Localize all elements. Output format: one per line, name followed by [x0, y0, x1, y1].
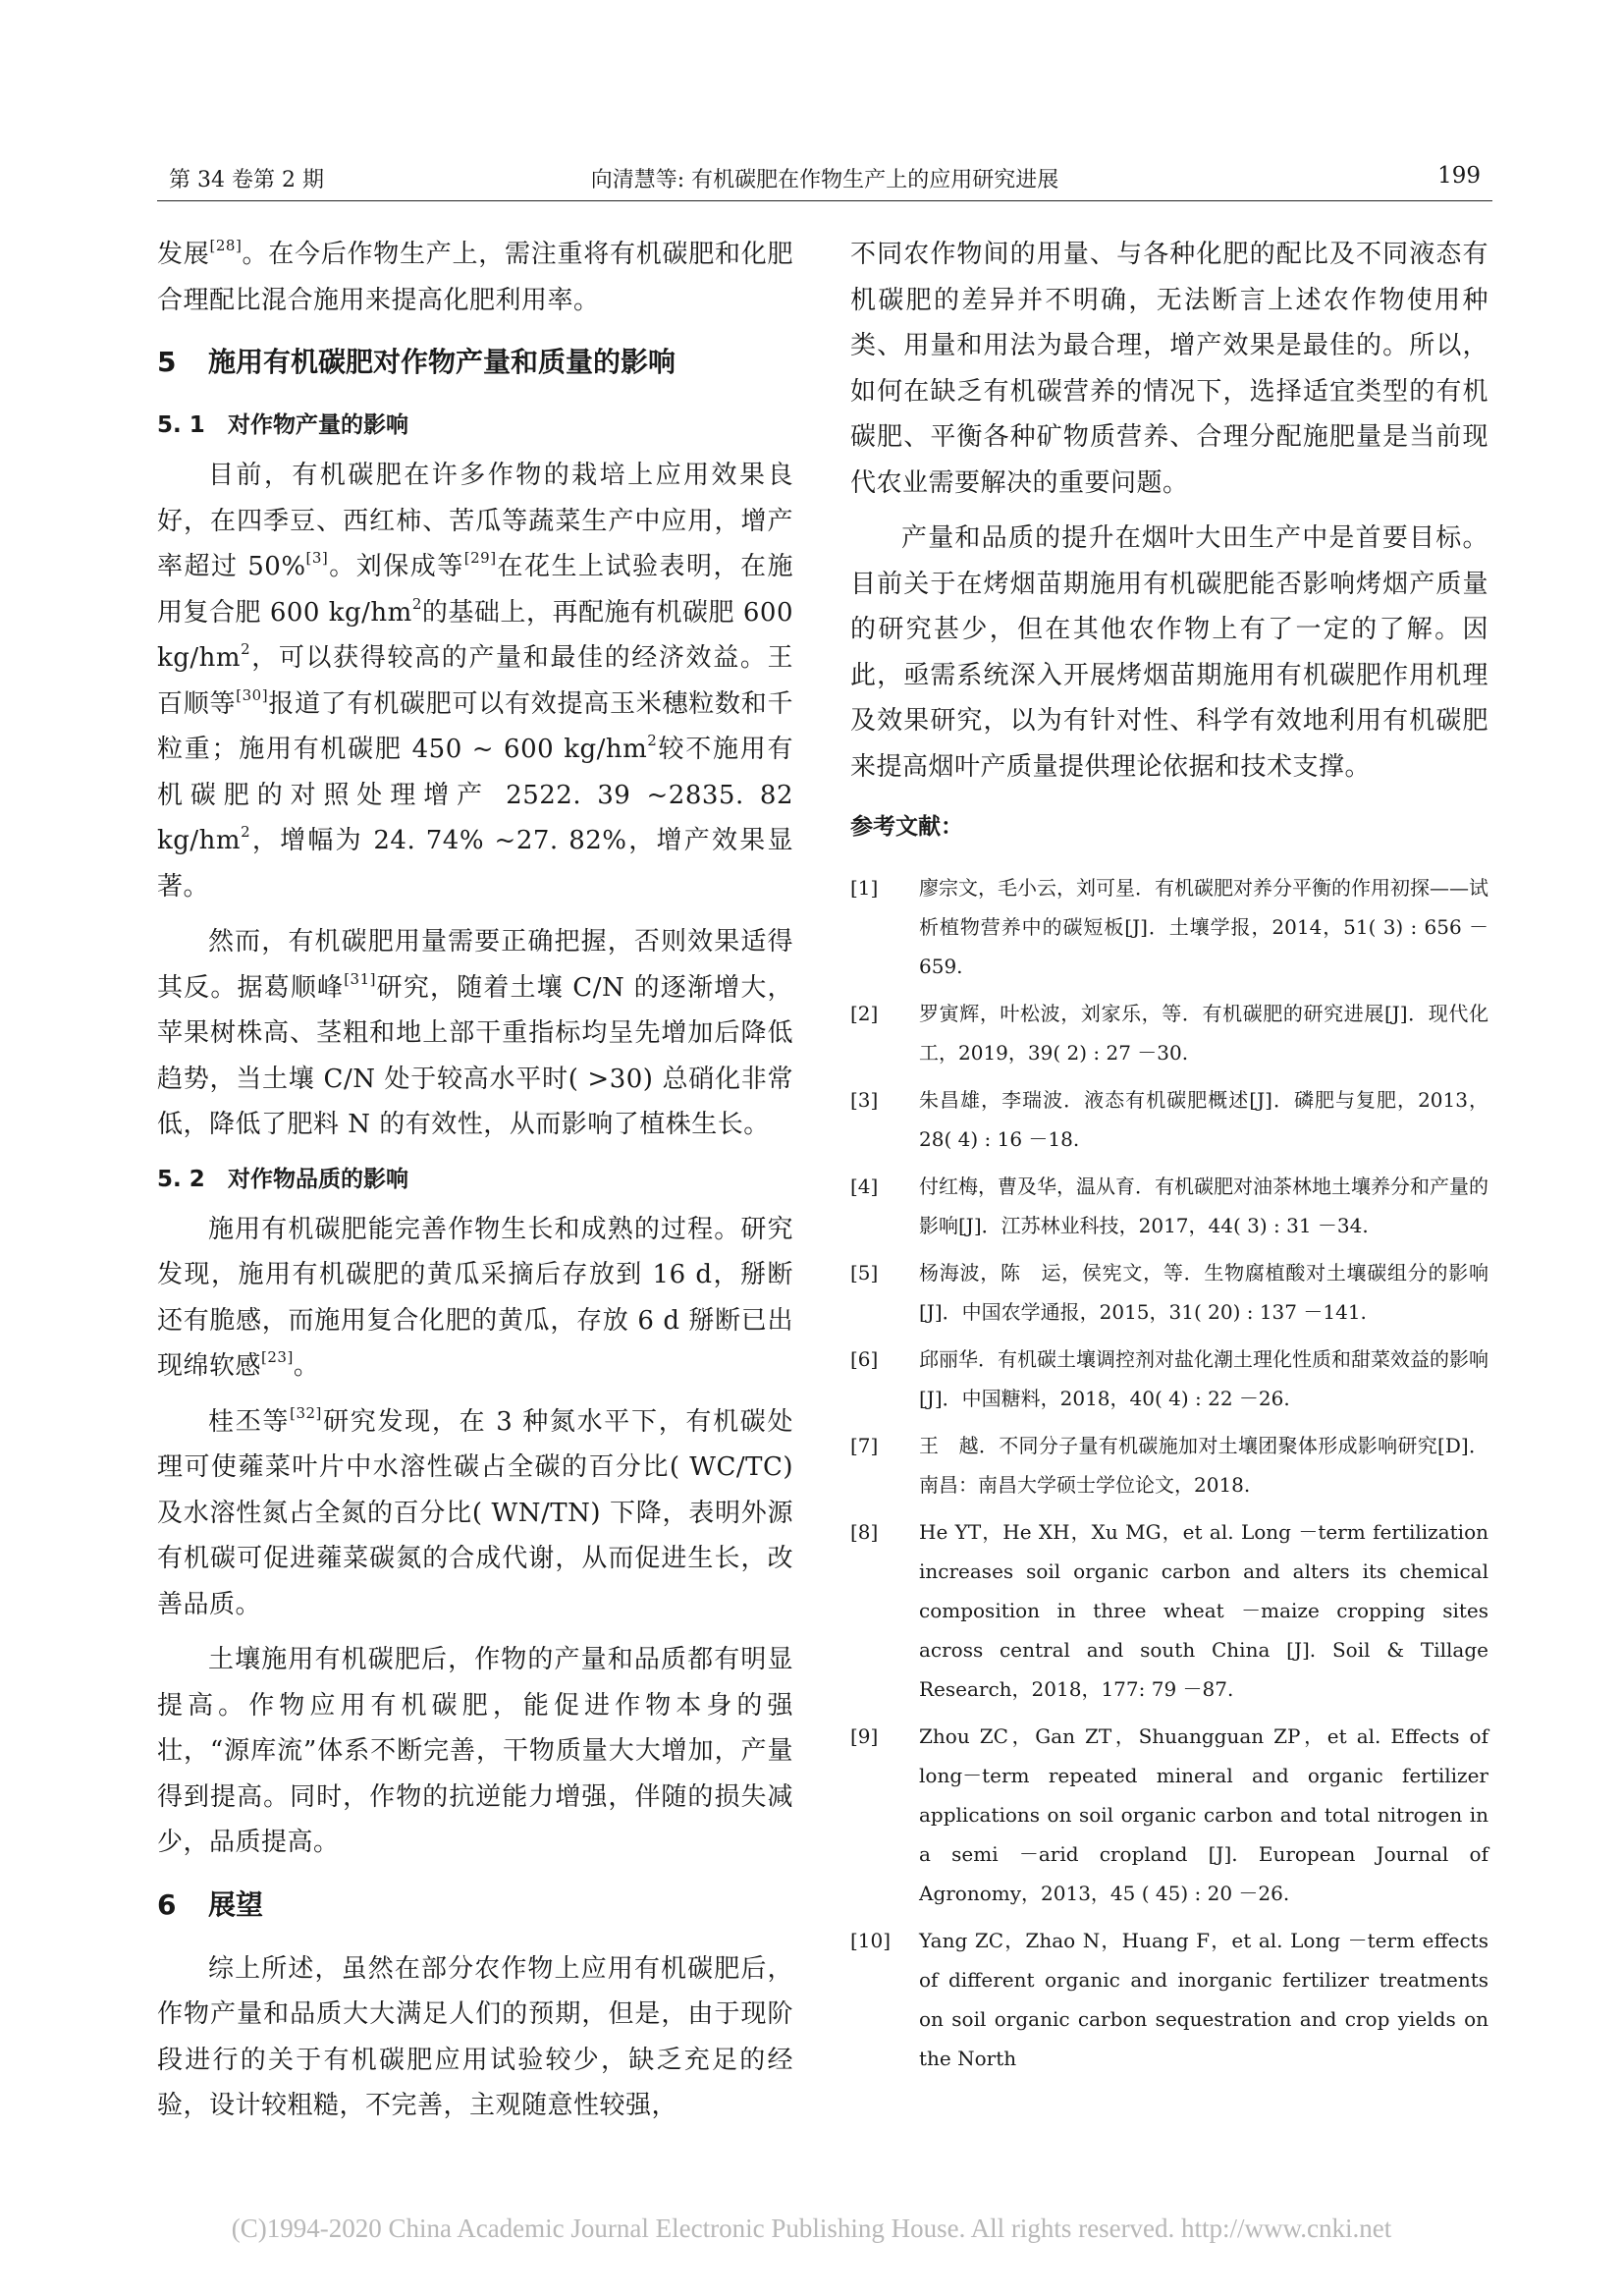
citation: [31] [344, 969, 376, 988]
reference-item: [10] Yang ZC，Zhao N，Huang F，et al. Long －term effects of different organic and inorganic fertilizer treatments on soil organic carbon sequestration and crop yields on the North [850, 1929, 1488, 2070]
paragraph-yield: 目前，有机碳肥在许多作物的栽培上应用效果良好，在四季豆、西红柿、苦瓜等蔬菜生产中应用，增产率超过 50%[3]。刘保成等[29]在花生上试验表明，在施用复合肥 600 $kg/hm^2$的基础上，再配施有机碳肥 600 $kg/hm^2$，可以获得较高的产量和最佳的经济效益。王百顺等[30]报道了有机碳肥可以有效提高玉米穗粒数和千粒重；施用有机碳肥 450 ~ 600 $kg/hm^2$较不施用有机碳肥的对照处理增产 2522. 39 ~2835. 82 $kg/hm^2$，增幅为 24. 74% ~27. 82%，增产效果显著。 [157, 461, 793, 902]
reference-item: [6] 邱丽华．有机碳土壤调控剂对盐化潮土理化性质和甜菜效益的影响[J]．中国糖料，2018，40( 4) : 22 －26. [850, 1347, 1488, 1410]
reference-item: [5] 杨海波，陈 运，侯宪文，等．生物腐植酸对土壤碳组分的影响[J]．中国农学通报，2015，31( 20) : 137 －141. [850, 1261, 1488, 1324]
page-number: 199 [1437, 163, 1481, 189]
citation: [32] [290, 1403, 322, 1422]
paragraph-water-spinach: 桂丕等[32]研究发现，在 3 种氮水平下，有机碳处理可使蕹菜叶片中水溶性碳占全碳的百分比( WC/TC) 及水溶性氮占全氮的百分比( WN/TN) 下降，表明外源有机碳可促进蕹菜碳氮的合成代谢，从而促进生长，改善品质。 [157, 1403, 793, 1619]
journal-issue: 第 34 卷第 2 期 [169, 168, 324, 192]
copyright-footer: (C)1994-2020 China Academic Journal Electronic Publishing House. All rights reserved. http://www.cnki.net [231, 2214, 1392, 2243]
superscript: 2 [241, 640, 251, 658]
reference-item: [4] 付红梅，曹及华，温从育．有机碳肥对油茶林地土壤养分和产量的影响[J]．江苏林业科技，2017，44( 3) : 31 －34. [850, 1175, 1488, 1237]
paragraph-outlook: 综上所述，虽然在部分农作物上应用有机碳肥后，作物产量和品质大大满足人们的预期，但是，由于现阶段进行的关于有机碳肥应用试验较少，缺乏充足的经验，设计较粗糙，不完善，主观随意性较强， [157, 1953, 793, 2120]
reference-item: [9] Zhou ZC，Gan ZT，Shuangguan ZP，et al. Effects of long－term repeated mineral and organic fertilizer applications on soil organic carbon and total nitrogen in a semi －arid cropland [J]. European Journal of Agronomy，2013，45 ( 45) : 20 －26. [850, 1724, 1488, 1905]
paragraph-soil: 土壤施用有机碳肥后，作物的产量和品质都有明显提高。作物应用有机碳肥，能促进作物本身的强壮，“源库流”体系不断完善，干物质量大大增加，产量得到提高。同时，作物的抗逆能力增强，伴随的损失减少，品质提高。 [157, 1645, 793, 1857]
reference-item: [7] 王 越．不同分子量有机碳施加对土壤团聚体形成影响研究[D]．南昌：南昌大学硕士学位论文，2018. [850, 1434, 1488, 1497]
right-column [850, 232, 1488, 2086]
reference-item: [1] 廖宗文，毛小云，刘可星．有机碳肥对养分平衡的作用初探——试析植物营养中的碳短板[J]．土壤学报，2014，51( 3) : 656 －659. [850, 876, 1488, 978]
superscript: 2 [647, 732, 658, 749]
running-title: 向清慧等: 有机碳肥在作物生产上的应用研究进展 [590, 168, 1059, 192]
paragraph-quality: 施用有机碳肥能完善作物生长和成熟的过程。研究发现，施用有机碳肥的黄瓜采摘后存放到 16 d，掰断还有脆感，而施用复合化肥的黄瓜，存放 6 d 掰断已出现绵软感[23]。 [157, 1214, 793, 1381]
subsection-heading-5-2: 5. 2 对作物品质的影响 [157, 1166, 408, 1192]
reference-item: [3] 朱昌雄，李瑞波．液态有机碳肥概述[J]．磷肥与复肥，2013，28( 4) : 16 －18. [850, 1088, 1488, 1151]
citation: [28] [209, 237, 243, 254]
subsection-heading-5-1: 5. 1 对作物产量的影响 [157, 412, 408, 438]
citation: [30] [236, 685, 269, 704]
reference-list [850, 868, 1488, 2078]
citation: [23] [261, 1348, 294, 1366]
superscript: 2 [411, 594, 422, 613]
left-column [157, 232, 793, 2139]
paragraph-dosage: 然而，有机碳肥用量需要正确把握，否则效果适得其反。据葛顺峰[31]研究，随着土壤 C/N 的逐渐增大，苹果树株高、茎粗和地上部干重指标均呈先增加后降低趋势，当土壤 C/N 处于较高水平时( >30) 总硝化非常低，降低了肥料 N 的有效性，从而影响了植株生长。 [157, 927, 793, 1139]
reference-item: [2] 罗寅辉，叶松波，刘家乐，等．有机碳肥的研究进展[J]．现代化工，2019，39( 2) : 27 －30. [850, 1002, 1488, 1065]
superscript: 2 [241, 823, 251, 841]
paragraph-outlook-continued: 不同农作物间的用量、与各种化肥的配比及不同液态有机碳肥的差异并不明确，无法断言上述农作物使用种类、用量和用法为最合理，增产效果是最佳的。所以，如何在缺乏有机碳营养的情况下，选择适宜类型的有机碳肥、平衡各种矿物质营养、合理分配施肥量是当前现代农业需要解决的重要问题。 [850, 240, 1488, 498]
paragraph-continued: 发展[28]。在今后作物生产上，需注重将有机碳肥和化肥合理配比混合施用来提高化肥利用率。 [157, 237, 793, 315]
reference-item: [8] He YT，He XH，Xu MG，et al. Long －term fertilization increases soil organic carbon and alters its chemical composition in three wheat －maize cropping sites across central and south China [J]. Soil & Tillage Research，2018，177: 79 －87. [850, 1520, 1488, 1701]
citation: [29] [463, 549, 497, 567]
running-header [157, 157, 1492, 201]
section-heading-5: 5 施用有机碳肥对作物产量和质量的影响 [157, 346, 676, 378]
section-heading-6: 6 展望 [157, 1887, 264, 1921]
paragraph-tobacco: 产量和品质的提升在烟叶大田生产中是首要目标。目前关于在烤烟苗期施用有机碳肥能否影响烤烟产质量的研究甚少，但在其他农作物上有了一定的了解。因此，亟需系统深入开展烤烟苗期施用有机碳肥作用机理及效果研究，以为有针对性、科学有效地利用有机碳肥来提高烟叶产质量提供理论依据和技术支撑。 [850, 523, 1488, 782]
references-heading: 参考文献： [850, 814, 963, 840]
citation: [3] [305, 549, 329, 567]
